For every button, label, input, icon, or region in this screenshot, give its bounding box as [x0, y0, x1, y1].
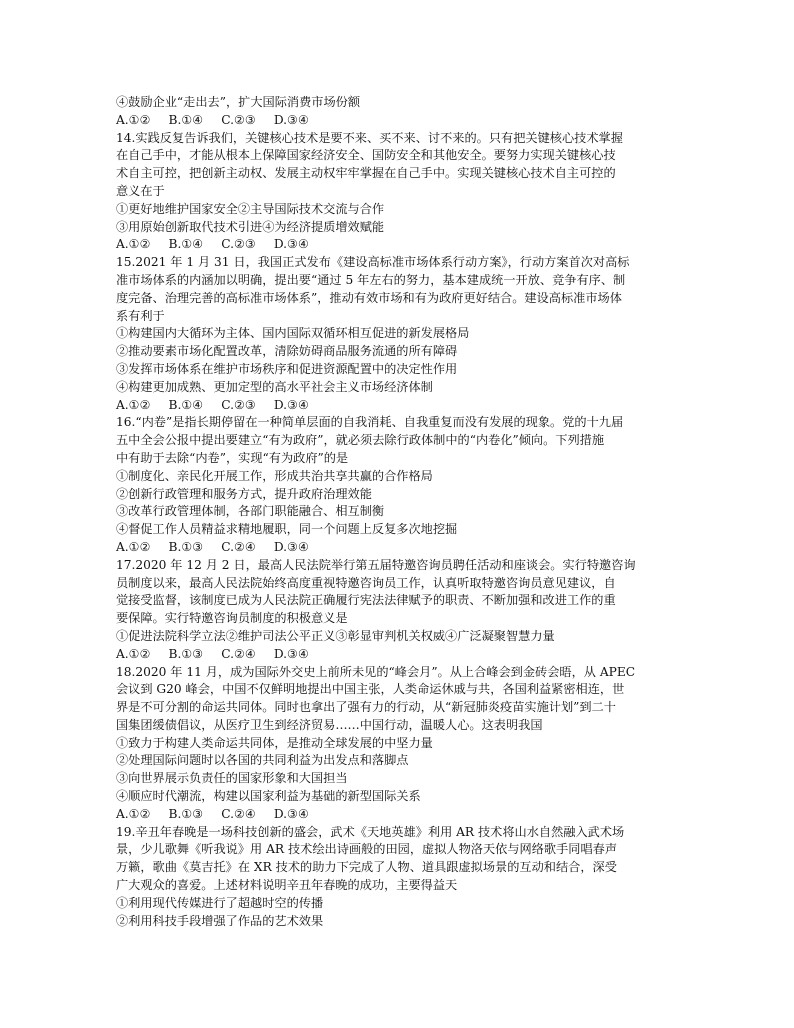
question-stem-line: 意义在于 — [116, 183, 165, 198]
statement-line: ①利用现代传媒进行了超越时空的传播 — [116, 895, 324, 910]
answer-options — [116, 112, 684, 130]
option-a: A.①② — [116, 646, 151, 661]
question-stem-line: 准市场体系的内涵加以明确，提出要“通过 5 年左右的努力，基本建成统一开放、竞争有序、制 — [116, 272, 626, 287]
question-stem-line: 要保障。实行特邀咨询员制度的积极意义是 — [116, 611, 348, 626]
option-c: C.②③ — [221, 237, 256, 252]
question-stem-line: 五中全会公报中提出要建立“有为政府”，就必须去除行政体制中的“内卷化”倾向。下列措施 — [116, 433, 605, 448]
statement-line: ③向世界展示负责任的国家形象和大国担当 — [116, 771, 348, 786]
question-stem-line: 国集团缓债倡议，从医疗卫生到经济贸易……中国行动，温暖人心。这表明我国 — [116, 717, 543, 732]
option-c: C.②④ — [221, 806, 256, 821]
answer-options — [116, 236, 684, 254]
statement-line: ②处理国际问题时以各国的共同利益为出发点和落脚点 — [116, 753, 409, 768]
question-stem-line: 万籁，歌曲《莫吉托》在 XR 技术的助力下完成了人物、道具跟虚拟场景的互动和结合，深受 — [116, 860, 617, 875]
question-stem-line: 术自主可控，把创新主动权、发展主动权牢牢掌握在自己手中。实现关键核心技术自主可控的 — [116, 166, 616, 181]
statement-line: ③改革行政管理体制，各部门职能融合、相互制衡 — [116, 504, 385, 519]
option-d: D.③④ — [273, 112, 309, 127]
statement-line: ②推动要素市场化配置改革，清除妨碍商品服务流通的所有障碍 — [116, 344, 458, 359]
option-a: A.①② — [116, 397, 151, 412]
question-stem-line: 18.2020 年 11 月，成为国际外交史上前所未见的“峰会月”。从上合峰会到金砖会晤，从 APEC — [116, 664, 636, 679]
question-13-tail — [116, 94, 684, 130]
question-18 — [116, 664, 684, 824]
option-d: D.③④ — [273, 806, 309, 821]
answer-options — [116, 806, 684, 824]
statement-line: ④构建更加成熟、更加定型的高水平社会主义市场经济体制 — [116, 379, 433, 394]
option-b: B.①③ — [168, 646, 204, 661]
question-stem-line: 系有利于 — [116, 308, 165, 323]
option-c: C.②④ — [221, 539, 256, 554]
question-stem-line: 中有助于去除“内卷”，实现“有为政府”的是 — [116, 450, 349, 465]
answer-options — [116, 397, 684, 415]
statement-line: ④督促工作人员精益求精地履职，同一个问题上反复多次地挖掘 — [116, 522, 458, 537]
question-14 — [116, 130, 684, 255]
option-d: D.③④ — [273, 237, 309, 252]
exam-page — [116, 94, 684, 930]
question-stem-line: 19.辛丑年春晚是一场科技创新的盛会，武术《天地英雄》利用 AR 技术将山水自然融入武术场 — [116, 824, 625, 839]
statement-line: ①致力于构建人类命运共同体，是推动全球发展的中坚力量 — [116, 735, 433, 750]
question-stem-line: 界是不可分割的命运共同体。同时也拿出了强有力的行动，从“新冠肺炎疫苗实施计划”到二十 — [116, 700, 616, 715]
option-a: A.①② — [116, 112, 151, 127]
question-stem-line: 景，少儿歌舞《听我说》用 AR 技术绘出诗画般的田园，虚拟人物洛天依与网络歌手同唱春声 — [116, 842, 618, 857]
answer-options — [116, 646, 684, 664]
question-stem-line: 16.“内卷”是指长期停留在一种简单层面的自我消耗、自我重复而没有发展的现象。党的十九届 — [116, 415, 624, 430]
statement-line: ①构建国内大循环为主体、国内国际双循环相互促进的新发展格局 — [116, 326, 470, 341]
option-d: D.③④ — [273, 539, 309, 554]
question-17 — [116, 557, 684, 664]
question-line: ④鼓励企业“走出去”，扩大国际消费市场份额 — [116, 95, 361, 109]
question-16 — [116, 414, 684, 556]
option-b: B.①④ — [168, 237, 204, 252]
question-19 — [116, 824, 684, 931]
option-c: C.②③ — [221, 112, 256, 127]
question-stem-line: 觉接受监督，该制度已成为人民法院正确履行宪法法律赋予的职责、不断加强和改进工作的重 — [116, 593, 616, 608]
question-stem-line: 14.实践反复告诉我们，关键核心技术是要不来、买不来、讨不来的。只有把关键核心技术掌握 — [116, 130, 623, 145]
question-stem-line: 会议到 G20 峰会，中国不仅鲜明地提出中国主张，人类命运休戚与共，各国利益紧密相连，世 — [116, 682, 625, 697]
option-b: B.①③ — [168, 539, 204, 554]
question-stem-line: 度完备、治理完善的高标准市场体系”，推动有效市场和有为政府更好结合。建设高标准市场体 — [116, 290, 622, 305]
option-d: D.③④ — [273, 646, 309, 661]
statement-line: ①促进法院科学立法②维护司法公平正义③彰显审判机关权威④广泛凝聚智慧力量 — [116, 628, 555, 643]
answer-options — [116, 539, 684, 557]
question-stem-line: 员制度以来，最高人民法院始终高度重视特邀咨询员工作，认真听取特邀咨询员意见建议，自 — [116, 575, 616, 590]
option-c: C.②④ — [221, 646, 256, 661]
option-a: A.①② — [116, 539, 151, 554]
statement-line: ①更好地维护国家安全②主导国际技术交流与合作 — [116, 201, 385, 216]
option-b: B.①③ — [168, 806, 204, 821]
option-a: A.①② — [116, 237, 151, 252]
statement-line: ②创新行政管理和服务方式，提升政府治理效能 — [116, 486, 372, 501]
option-b: B.①④ — [168, 397, 204, 412]
question-15 — [116, 254, 684, 414]
question-stem-line: 广大观众的喜爱。上述材料说明辛丑年春晚的成功，主要得益天 — [116, 878, 458, 893]
statement-line: ④顺应时代潮流，构建以国家利益为基础的新型国际关系 — [116, 789, 421, 804]
statement-line: ②利用科技手段增强了作品的艺术效果 — [116, 913, 324, 928]
statement-line: ①制度化、亲民化开展工作，形成共治共享共赢的合作格局 — [116, 468, 433, 483]
question-stem-line: 15.2021 年 1 月 31 日，我国正式发布《建设高标准市场体系行动方案》，行动方案首次对高标 — [116, 255, 630, 270]
option-b: B.①④ — [168, 112, 204, 127]
option-a: A.①② — [116, 806, 151, 821]
option-c: C.②③ — [221, 397, 256, 412]
option-d: D.③④ — [273, 397, 309, 412]
statement-line: ③发挥市场体系在维护市场秩序和促进资源配置中的决定性作用 — [116, 361, 458, 376]
question-stem-line: 在自己手中，才能从根本上保障国家经济安全、国防安全和其他安全。要努力实现关键核心技 — [116, 148, 616, 163]
statement-line: ③用原始创新取代技术引进④为经济提质增效赋能 — [116, 219, 385, 234]
question-stem-line: 17.2020 年 12 月 2 日，最高人民法院举行第五届特邀咨询员聘任活动和座谈会。实行特邀咨询 — [116, 557, 636, 572]
